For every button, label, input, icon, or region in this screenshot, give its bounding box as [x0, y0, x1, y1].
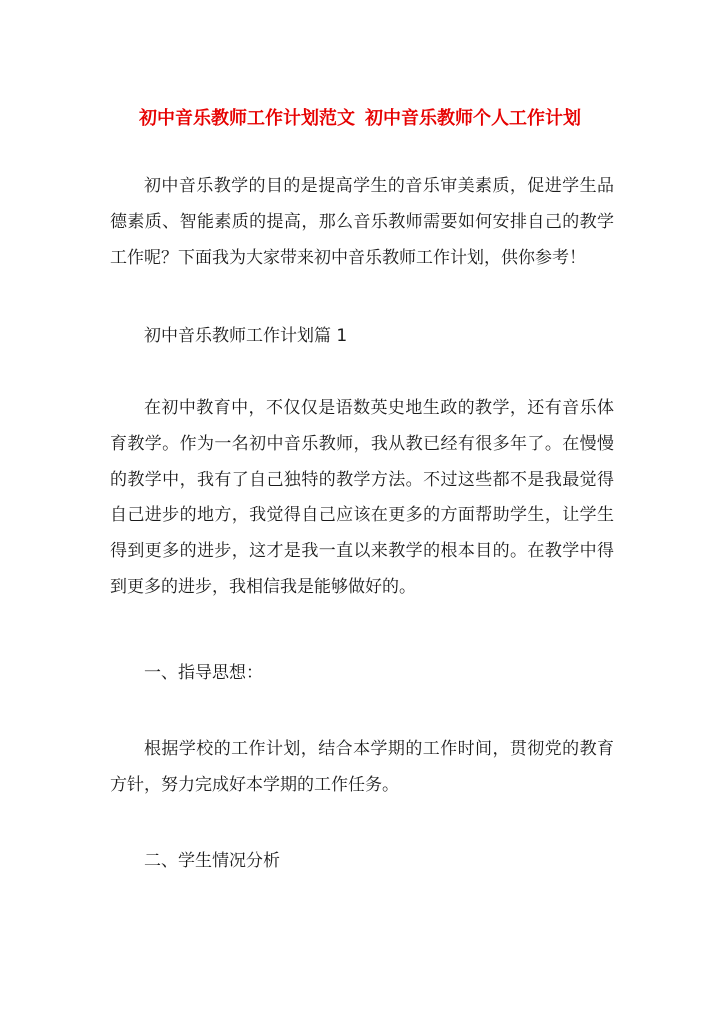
heading-student-analysis: 二、学生情况分析 — [144, 851, 280, 871]
body-paragraph: 在初中教育中，不仅仅是语数英史地生政的教学，还有音乐体育教学。作为一名初中音乐教师，我从教已经有很多年了。在慢慢的教学中，我有了自己独特的教学方法。不过这些都不是我最觉得自己进步的地方，我觉得自己应该在更多的方面帮助学生，让学生得到更多的进步，这才是我一直以来教学的根本目的。在教学中得到更多的进步，我相信我是能够做好的。 — [110, 398, 614, 597]
title-part-2: 初中音乐教师个人工作计划 — [365, 108, 581, 130]
title-part-1: 初中音乐教师工作计划范文 — [139, 108, 355, 130]
intro-paragraph: 初中音乐教学的目的是提高学生的音乐审美素质，促进学生品德素质、智能素质的提高，那么音乐教师需要如何安排自己的教学工作呢？下面我为大家带来初中音乐教师工作计划，供你参考！ — [110, 176, 614, 268]
section-title: 初中音乐教师工作计划篇 1 — [144, 326, 348, 346]
document-title — [0, 105, 720, 133]
heading-guiding-ideology: 一、指导思想： — [144, 663, 263, 683]
guiding-ideology-paragraph: 根据学校的工作计划，结合本学期的工作时间，贯彻党的教育方针，努力完成好本学期的工作任务。 — [110, 739, 614, 795]
